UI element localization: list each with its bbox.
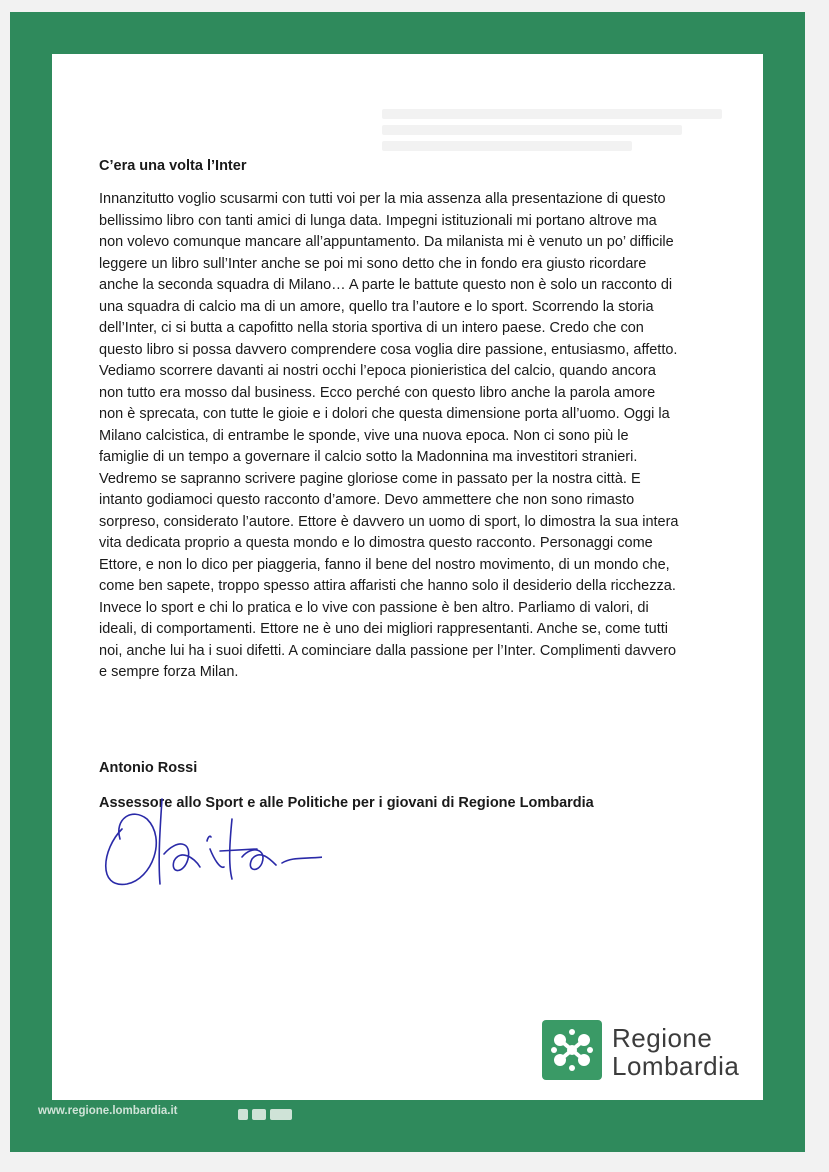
logo-wordmark [612,1024,739,1080]
rose-camuna-icon [542,1020,602,1080]
letter-page [52,54,763,1100]
letterhead-frame [10,12,805,1152]
footer-url: www.regione.lombardia.it [38,1105,178,1117]
regione-lombardia-logo [542,1020,772,1092]
signer-role: Assessore allo Sport e alle Politiche per i giovani di Regione Lombardia [99,795,594,811]
logo-line-lombardia: Lombardia [612,1051,740,1081]
youtube-icon [270,1109,292,1120]
logo-line-regione: Regione [612,1023,713,1053]
signer-name: Antonio Rossi [99,760,198,776]
twitter-icon [252,1109,266,1120]
social-icons [238,1107,292,1121]
bleed-through-text [382,109,742,157]
facebook-icon [238,1109,248,1120]
handwritten-signature [92,779,322,889]
letter-title: C’era una volta l’Inter [99,158,247,174]
letter-body: Innanzitutto voglio scusarmi con tutti voi per la mia assenza alla presentazione di questo bellissimo libro con tanti amici di lunga data. Impegni istituzionali mi portano altrove ma non volevo comunque mancare all’appuntamento. Da milanista mi è venuto un po’ difficile leggere un libro sull’Inter anche se poi mi sono detto che in fondo era giusto ricordare anche la seconda squadra di Milano… A parte le battute questo non è solo un racconto di una squadra di calcio ma di un amore, quello tra l’autore e lo sport. Scorrendo la storia dell’Inter, ci si butta a capofitto nella storia sportiva di un intero paese. Credo che con questo libro si possa davvero comprendere cosa voglia dire passione, entusiasmo, affetto. Vediamo scorrere davanti ai nostri occhi l’epoca pionieristica del calcio, quando ancora non tutto era mosso dal business. Ecco perché con questo libro anche la parola amore non è sprecata, con tutte le gioie e i dolori che questa dimensione porta all’uomo. Oggi la Milano calcistica, di entrambe le sponde, vive una nuova epoca. Non ci sono più le famiglie di un tempo a governare il calcio sotto la Madonnina ma investitori stranieri. Vedremo se sapranno scrivere pagine gloriose come in passato per la nostra città. E intanto godiamoci questo racconto d’amore. Devo ammettere che non sono rimasto sorpreso, considerato l’autore. Ettore è davvero un uomo di sport, lo dimostra la sua intera vita dedicata proprio a questa mondo e lo dimostra questo racconto. Personaggi come Ettore, e non lo dico per piaggeria, fanno il bene del nostro movimento, di un mondo che, come ben sapete, troppo spesso attira affaristi che hanno solo il desiderio della ricchezza. Invece lo sport e chi lo pratica e lo vive con passione è ben altro. Parliamo di valori, di ideali, di comportamenti. Ettore ne è uno dei migliori rappresentanti. Anche se, come tutti noi, anche lui ha i suoi difetti. A cominciare dalla passione per l’Inter. Complimenti davvero e sempre forza Milan. [99,191,679,680]
